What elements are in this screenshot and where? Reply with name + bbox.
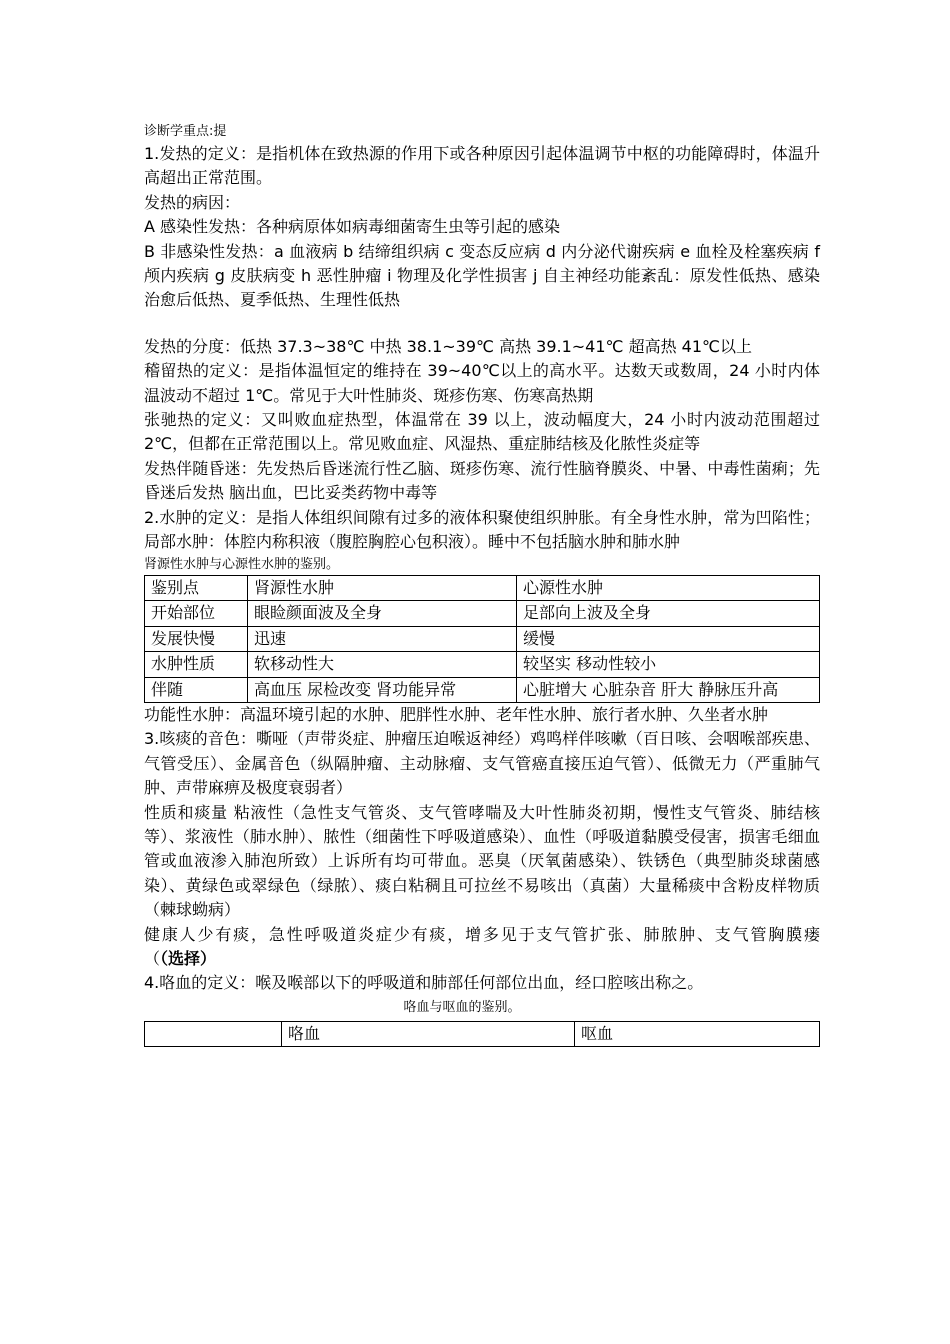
hemoptysis-hematemesis-table — [144, 1021, 820, 1048]
table-header-cell: 肾源性水肿 — [248, 575, 517, 601]
edema-definition: 2.水肿的定义：是指人体组织间隙有过多的液体积聚使组织肿胀。有全身性水肿，常为凹陷性；局部水肿：体腔内称积液（腹腔胸腔心包积液）。睡中不包括脑水肿和肺水肿 — [144, 507, 820, 552]
table-cell: 开始部位 — [145, 601, 248, 627]
table1-caption: 肾源性水肿与心源性水肿的鉴别。 — [144, 556, 340, 572]
table-row — [145, 601, 820, 627]
blank-line — [144, 313, 820, 335]
table-header-cell: 鉴别点 — [145, 575, 248, 601]
table-cell: 心脏增大 心脏杂音 肝大 静脉压升高 — [517, 677, 820, 703]
table-cell: 伴随 — [145, 677, 248, 703]
sputum-amount — [144, 923, 820, 972]
sputum-amount-text: 健康人少有痰，急性呼吸道炎症少有痰，增多见于支气管扩张、肺脓肿、支气管胸膜瘘（ — [144, 924, 820, 969]
table-header-row — [145, 575, 820, 601]
table-header-cell: 咯血 — [282, 1021, 575, 1047]
functional-edema: 功能性水肿：高温环境引起的水肿、肥胖性水肿、老年性水肿、旅行者水肿、久坐者水肿 — [144, 705, 769, 724]
fever-grades: 发热的分度：低热 37.3~38℃ 中热 38.1~39℃ 高热 39.1~41℃ 超高热 41℃以上 — [144, 336, 753, 356]
table-cell: 软移动性大 — [248, 652, 517, 678]
fever-definition: 1.发热的定义：是指机体在致热源的作用下或各种原因引起体温调节中枢的功能障碍时，体温升高超出正常范围。 — [144, 144, 820, 188]
table-header-cell: 心源性水肿 — [517, 575, 820, 601]
fever-causes-heading: 发热的病因： — [144, 192, 241, 212]
fever-with-coma: 发热伴随昏迷：先发热后昏迷流行性乙脑、斑疹伤寒、流行性脑脊膜炎、中暑、中毒性菌痢；先昏迷后发热 脑出血，巴比妥类药物中毒等 — [144, 458, 820, 503]
table-cell: 高血压 尿检改变 肾功能异常 — [248, 677, 517, 703]
table-cell: 水肿性质 — [145, 652, 248, 678]
hemoptysis-definition: 4.咯血的定义：喉及喉部以下的呼吸道和肺部任何部位出血，经口腔咳出称之。 — [144, 973, 704, 993]
table-row — [145, 677, 820, 703]
table-cell: 眼睑颜面波及全身 — [248, 601, 517, 627]
table-cell: 迅速 — [248, 626, 517, 652]
document-page — [144, 122, 820, 1047]
table-cell: 缓慢 — [517, 626, 820, 652]
continuous-fever: 稽留热的定义：是指体温恒定的维持在 39~40℃以上的高水平。达数天或数周，24 小时内体温波动不超过 1℃。常见于大叶性肺炎、斑疹伤寒、伤寒高热期 — [144, 361, 820, 405]
select-mark: （选择） — [160, 949, 217, 969]
table-cell: 足部向上波及全身 — [517, 601, 820, 627]
cough-tone: 3.咳痰的音色：嘶哑（声带炎症、肿瘤压迫喉返神经）鸡鸣样伴咳嗽（百日咳、会咽喉部疾患、气管受压）、金属音色（纵隔肿瘤、主动脉瘤、支气管癌直接压迫气管）、低微无力（严重肺气肿、声带麻痹及极度衰弱者） — [144, 729, 820, 798]
doc-header: 诊断学重点:提 — [144, 124, 227, 139]
table-header-cell — [145, 1021, 282, 1047]
table-header-row — [145, 1021, 820, 1047]
table-cell: 发展快慢 — [145, 626, 248, 652]
remittent-fever: 张驰热的定义：又叫败血症热型，体温常在 39 以上，波动幅度大，24 小时内波动范围超过 2℃，但都在正常范围以上。常见败血症、风湿热、重症肺结核及化脓性炎症等 — [144, 410, 820, 454]
table-header-cell: 呕血 — [575, 1021, 820, 1047]
table-cell: 较坚实 移动性较小 — [517, 652, 820, 678]
table2-caption: 咯血与呕血的鉴别。 — [403, 999, 521, 1015]
infectious-fever: A 感染性发热：各种病原体如病毒细菌寄生虫等引起的感染 — [144, 217, 561, 237]
table-row — [145, 652, 820, 678]
table-row — [145, 626, 820, 652]
noninfectious-fever: B 非感染性发热：a 血液病 b 结缔组织病 c 变态反应病 d 内分泌代谢疾病 e 血栓及栓塞疾病 f 颅内疾病 g 皮肤病变 h 恶性肿瘤 i 物理及化学性损害 j 自主神经功能紊乱：原发性低热、感染治愈后低热、夏季低热、生理性低热 — [144, 241, 820, 310]
edema-comparison-table — [144, 575, 820, 704]
sputum-nature: 性质和痰量 粘液性（急性支气管炎、支气管哮喘及大叶性肺炎初期，慢性支气管炎、肺结核等）、浆液性（肺水肿）、脓性（细菌性下呼吸道感染）、血性（呼吸道黏膜受侵害，损害毛细血管或血液渗入肺泡所致）上诉所有均可带血。恶臭（厌氧菌感染）、铁锈色（典型肺炎球菌感染）、黄绿色或翠绿色（绿脓）、痰白粘稠且可拉丝不易咳出（真菌）大量稀痰中含粉皮样物质（棘球蚴病） — [144, 802, 820, 920]
